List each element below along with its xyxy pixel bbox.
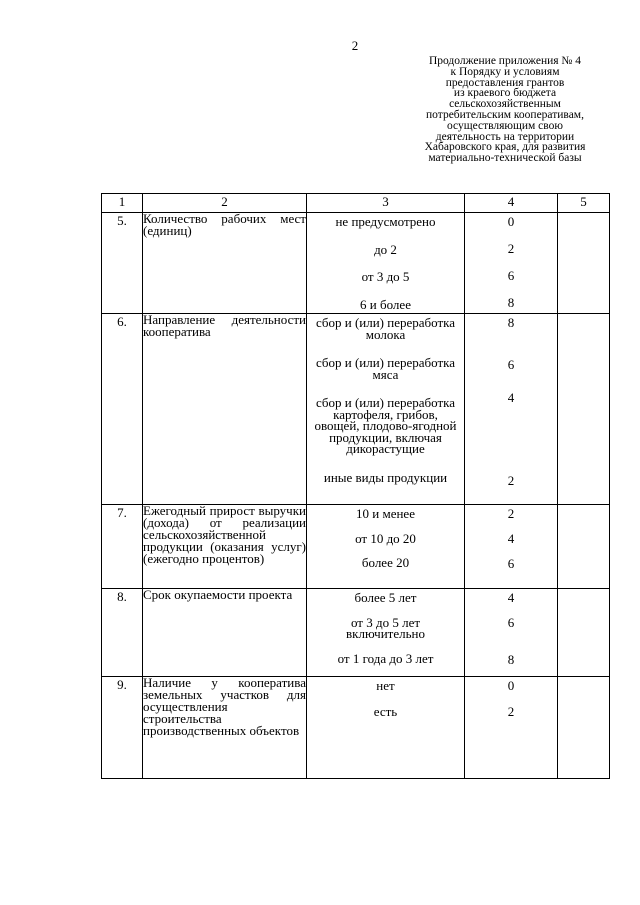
option-score: 2 [507,506,515,521]
appendix-header [400,56,610,164]
scores-cell [465,213,558,314]
column-header: 5 [558,194,610,213]
table-row [102,314,610,505]
options-cell [307,505,465,589]
header-line: к Порядку и условиям [450,65,560,78]
criterion-cell: Направление деятельности кооператива [143,314,307,505]
criterion-cell: Ежегодный прирост выручки (дохода) от реализации сельскохозяйственной продукции (оказания услуг) (ежегодно процентов) [143,505,307,589]
page-number: 2 [351,38,359,53]
option-text: от 3 до 5 [361,269,410,284]
empty-cell [558,677,610,779]
column-header: 2 [143,194,307,213]
header-line: материально-технической базы [428,152,582,165]
option-text: от 10 до 20 [355,530,416,546]
option-text: сбор и (или) переработка картофеля, грибов, овощей, плодово-ягодной продукции, включая дикорастущие [314,395,457,456]
option-score: 8 [507,652,515,667]
row-number: 8. [102,589,143,677]
option-score: 2 [507,473,515,488]
option-text: 10 и менее [356,506,415,521]
option-text: от 1 года до 3 лет [337,650,434,666]
option-score: 6 [507,615,515,630]
option-score: 0 [507,214,515,229]
row-number: 7. [102,505,143,589]
row-number: 9. [102,677,143,779]
column-header: 4 [465,194,558,213]
header-line: потребительским кооперативам, [426,108,584,121]
empty-cell [558,213,610,314]
empty-cell [558,314,610,505]
option-score: 0 [507,678,515,693]
header-line: из краевого бюджета [453,87,557,100]
option-score: 2 [507,704,515,719]
scores-cell [465,314,558,505]
scores-cell [465,677,558,779]
option-text: 6 и более [360,296,411,312]
option-text: не предусмотрено [335,214,436,229]
table-row [102,589,610,677]
scores-cell [465,589,558,677]
column-header: 3 [307,194,465,213]
criterion-cell: Наличие у кооператива земельных участков для осуществления строительства производственных объектов [143,677,307,779]
option-score: 8 [507,295,515,310]
table-row [102,213,610,314]
table-header-row [102,194,610,213]
option-score: 6 [507,556,515,571]
table-row [102,505,610,589]
option-score: 8 [507,315,515,330]
row-number: 5. [102,213,143,314]
header-line: предоставления грантов [445,76,565,89]
criterion-cell: Срок окупаемости проекта [143,589,307,677]
row-number: 6. [102,314,143,505]
empty-cell [558,589,610,677]
options-cell [307,677,465,779]
options-cell [307,589,465,677]
table-row [102,677,610,779]
option-text: иные виды продукции [323,469,448,485]
header-line: Продолжение приложения № 4 [428,55,582,67]
option-score: 4 [507,390,515,405]
option-text: нет [376,678,395,693]
criteria-table [101,193,610,779]
header-line: Хабаровского края, для развития [424,141,586,154]
option-score: 4 [507,531,515,546]
empty-cell [558,505,610,589]
option-score: 2 [507,241,515,256]
option-text: сбор и (или) переработка мяса [315,355,456,382]
option-text: более 5 лет [354,590,417,605]
column-header: 1 [102,194,143,213]
options-cell [307,314,465,505]
option-text: сбор и (или) переработка молока [315,315,456,342]
option-text: есть [373,703,398,719]
options-cell [307,213,465,314]
header-line: деятельность на территории [435,130,575,143]
scores-cell [465,505,558,589]
criterion-cell: Количество рабочих мест (единиц) [143,213,307,314]
option-text: от 3 до 5 лет включительно [346,614,425,641]
option-score: 4 [507,590,515,605]
option-score: 6 [507,357,515,372]
header-line: осуществляющим свою [447,119,563,132]
option-text: до 2 [374,241,397,257]
header-line: сельскохозяйственным [449,98,561,111]
option-text: более 20 [361,555,410,570]
option-score: 6 [507,268,515,283]
